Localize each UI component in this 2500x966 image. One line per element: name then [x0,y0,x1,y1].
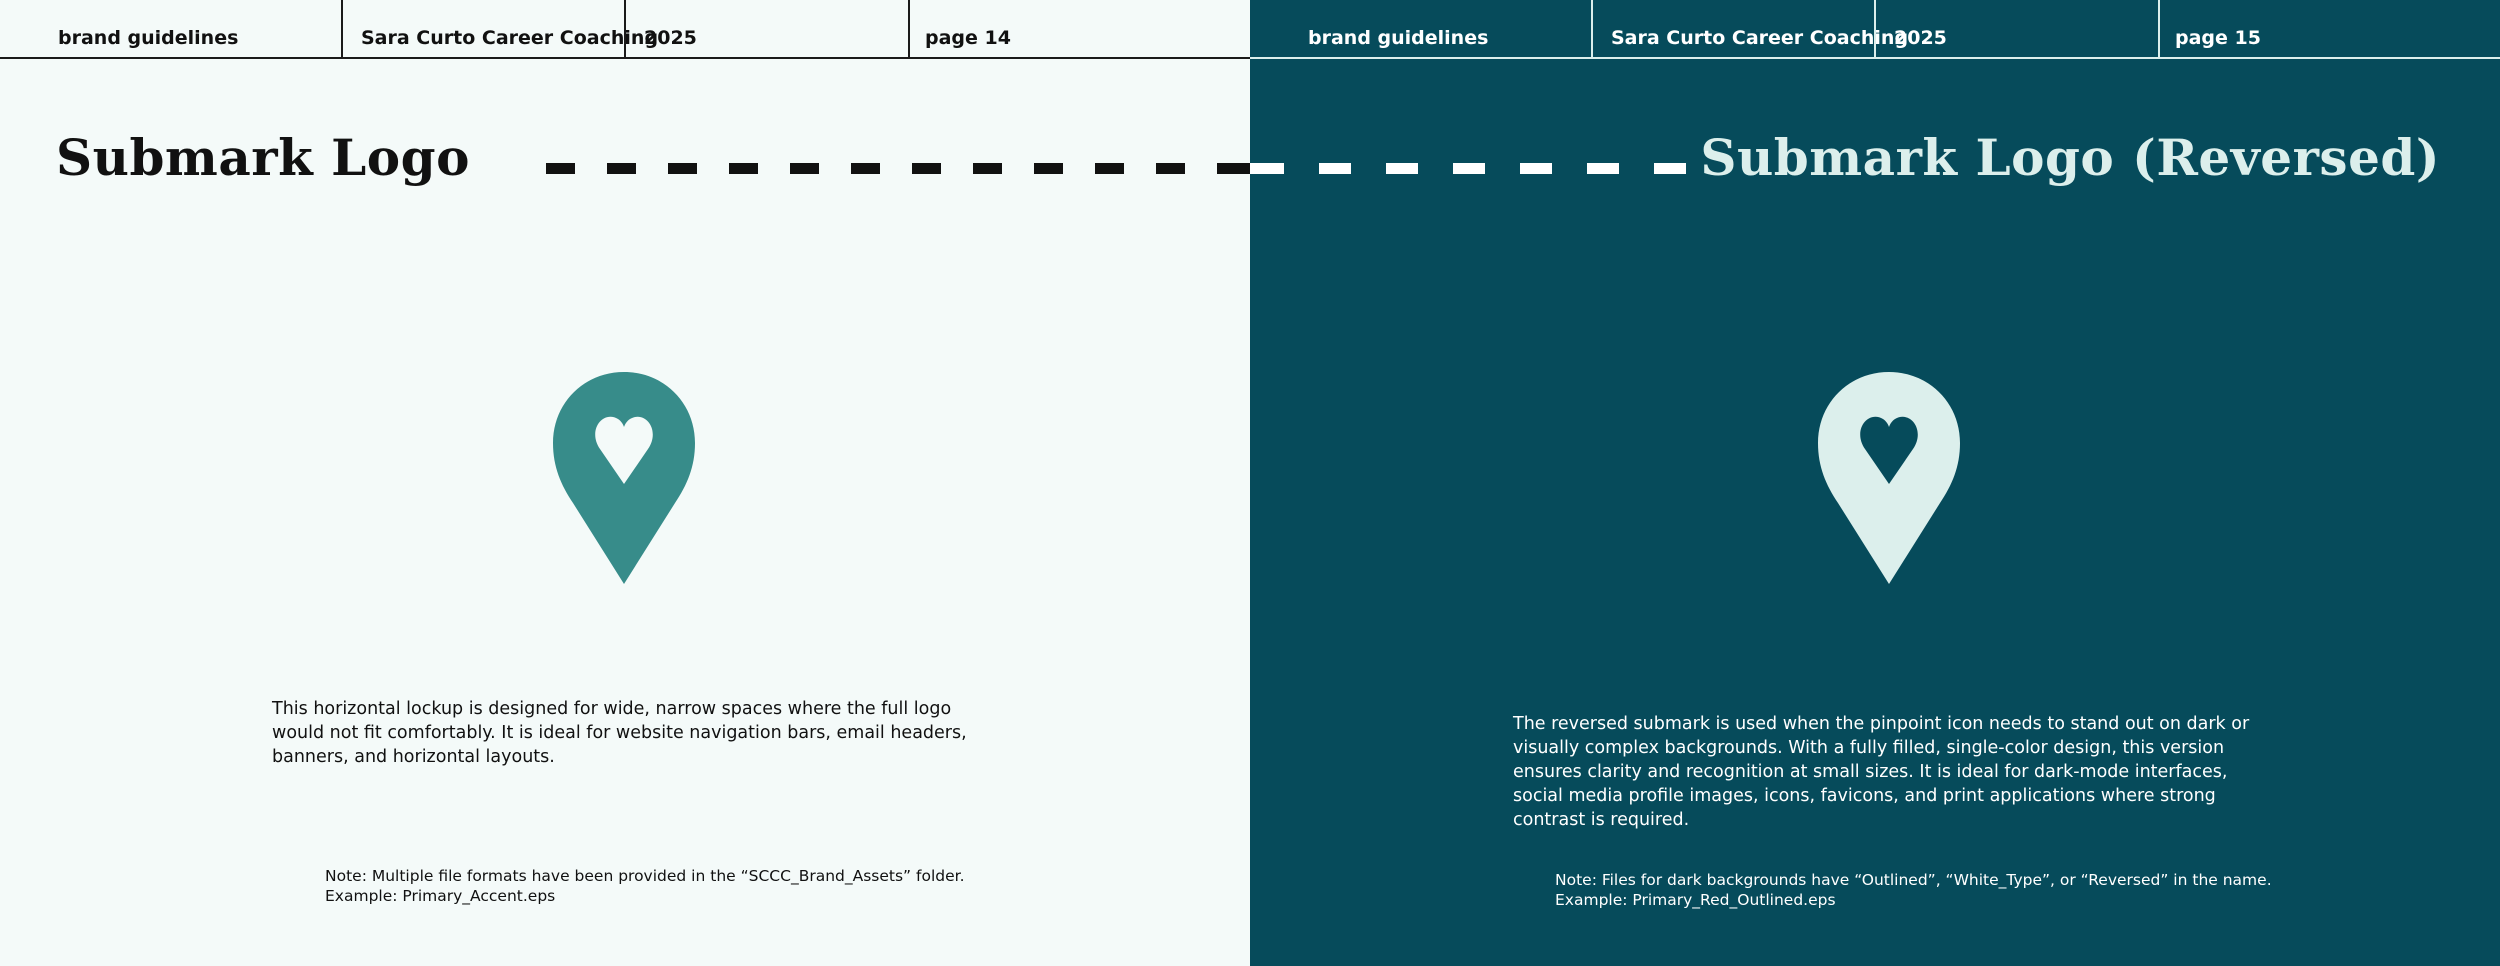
description-paragraph: This horizontal lockup is designed for wide, narrow spaces where the full logo would not fit comfortably. It is ideal for website navigation bars, email headers, banners, and horizontal layouts. [272,699,967,767]
note-line: Note: Multiple file formats have been provided in the “SCCC_Brand_Assets” folder. [325,867,965,885]
header-year: 2025 [624,0,697,57]
dashed-divider [546,163,1250,177]
header-page-number: page 15 [2158,0,2261,57]
file-format-note [325,866,1025,906]
header-page-number: page 14 [908,0,1011,57]
header-brand-name: Sara Curto Career Coaching [1591,0,1908,57]
header-section-label: brand guidelines [58,27,239,49]
page-title: Submark Logo [56,128,470,187]
dashed-divider [1250,163,1690,177]
page-header [1250,0,2500,59]
page-title: Submark Logo (Reversed) [1700,128,2440,187]
file-naming-note [1555,870,2295,910]
description-paragraph: The reversed submark is used when the pinpoint icon needs to stand out on dark or visually complex backgrounds. With a fully filled, single-color design, this version ensures clarity and recognition at small sizes. It is ideal for dark-mode interfaces, social media profile images, icons, favicons, and print applications where strong contrast is required. [1513,714,2250,830]
header-brand-name: Sara Curto Career Coaching [341,0,658,57]
page-15 [1250,0,2500,966]
page-header [0,0,1250,59]
map-pin-heart-icon [553,372,695,584]
note-example-line: Example: Primary_Red_Outlined.eps [1555,891,1836,909]
header-year: 2025 [1874,0,1947,57]
header-section-label: brand guidelines [1308,27,1489,49]
note-line: Note: Files for dark backgrounds have “Outlined”, “White_Type”, or “Reversed” in the name. [1555,871,2272,889]
note-example-line: Example: Primary_Accent.eps [325,887,556,905]
map-pin-heart-reversed-icon [1818,372,1960,584]
